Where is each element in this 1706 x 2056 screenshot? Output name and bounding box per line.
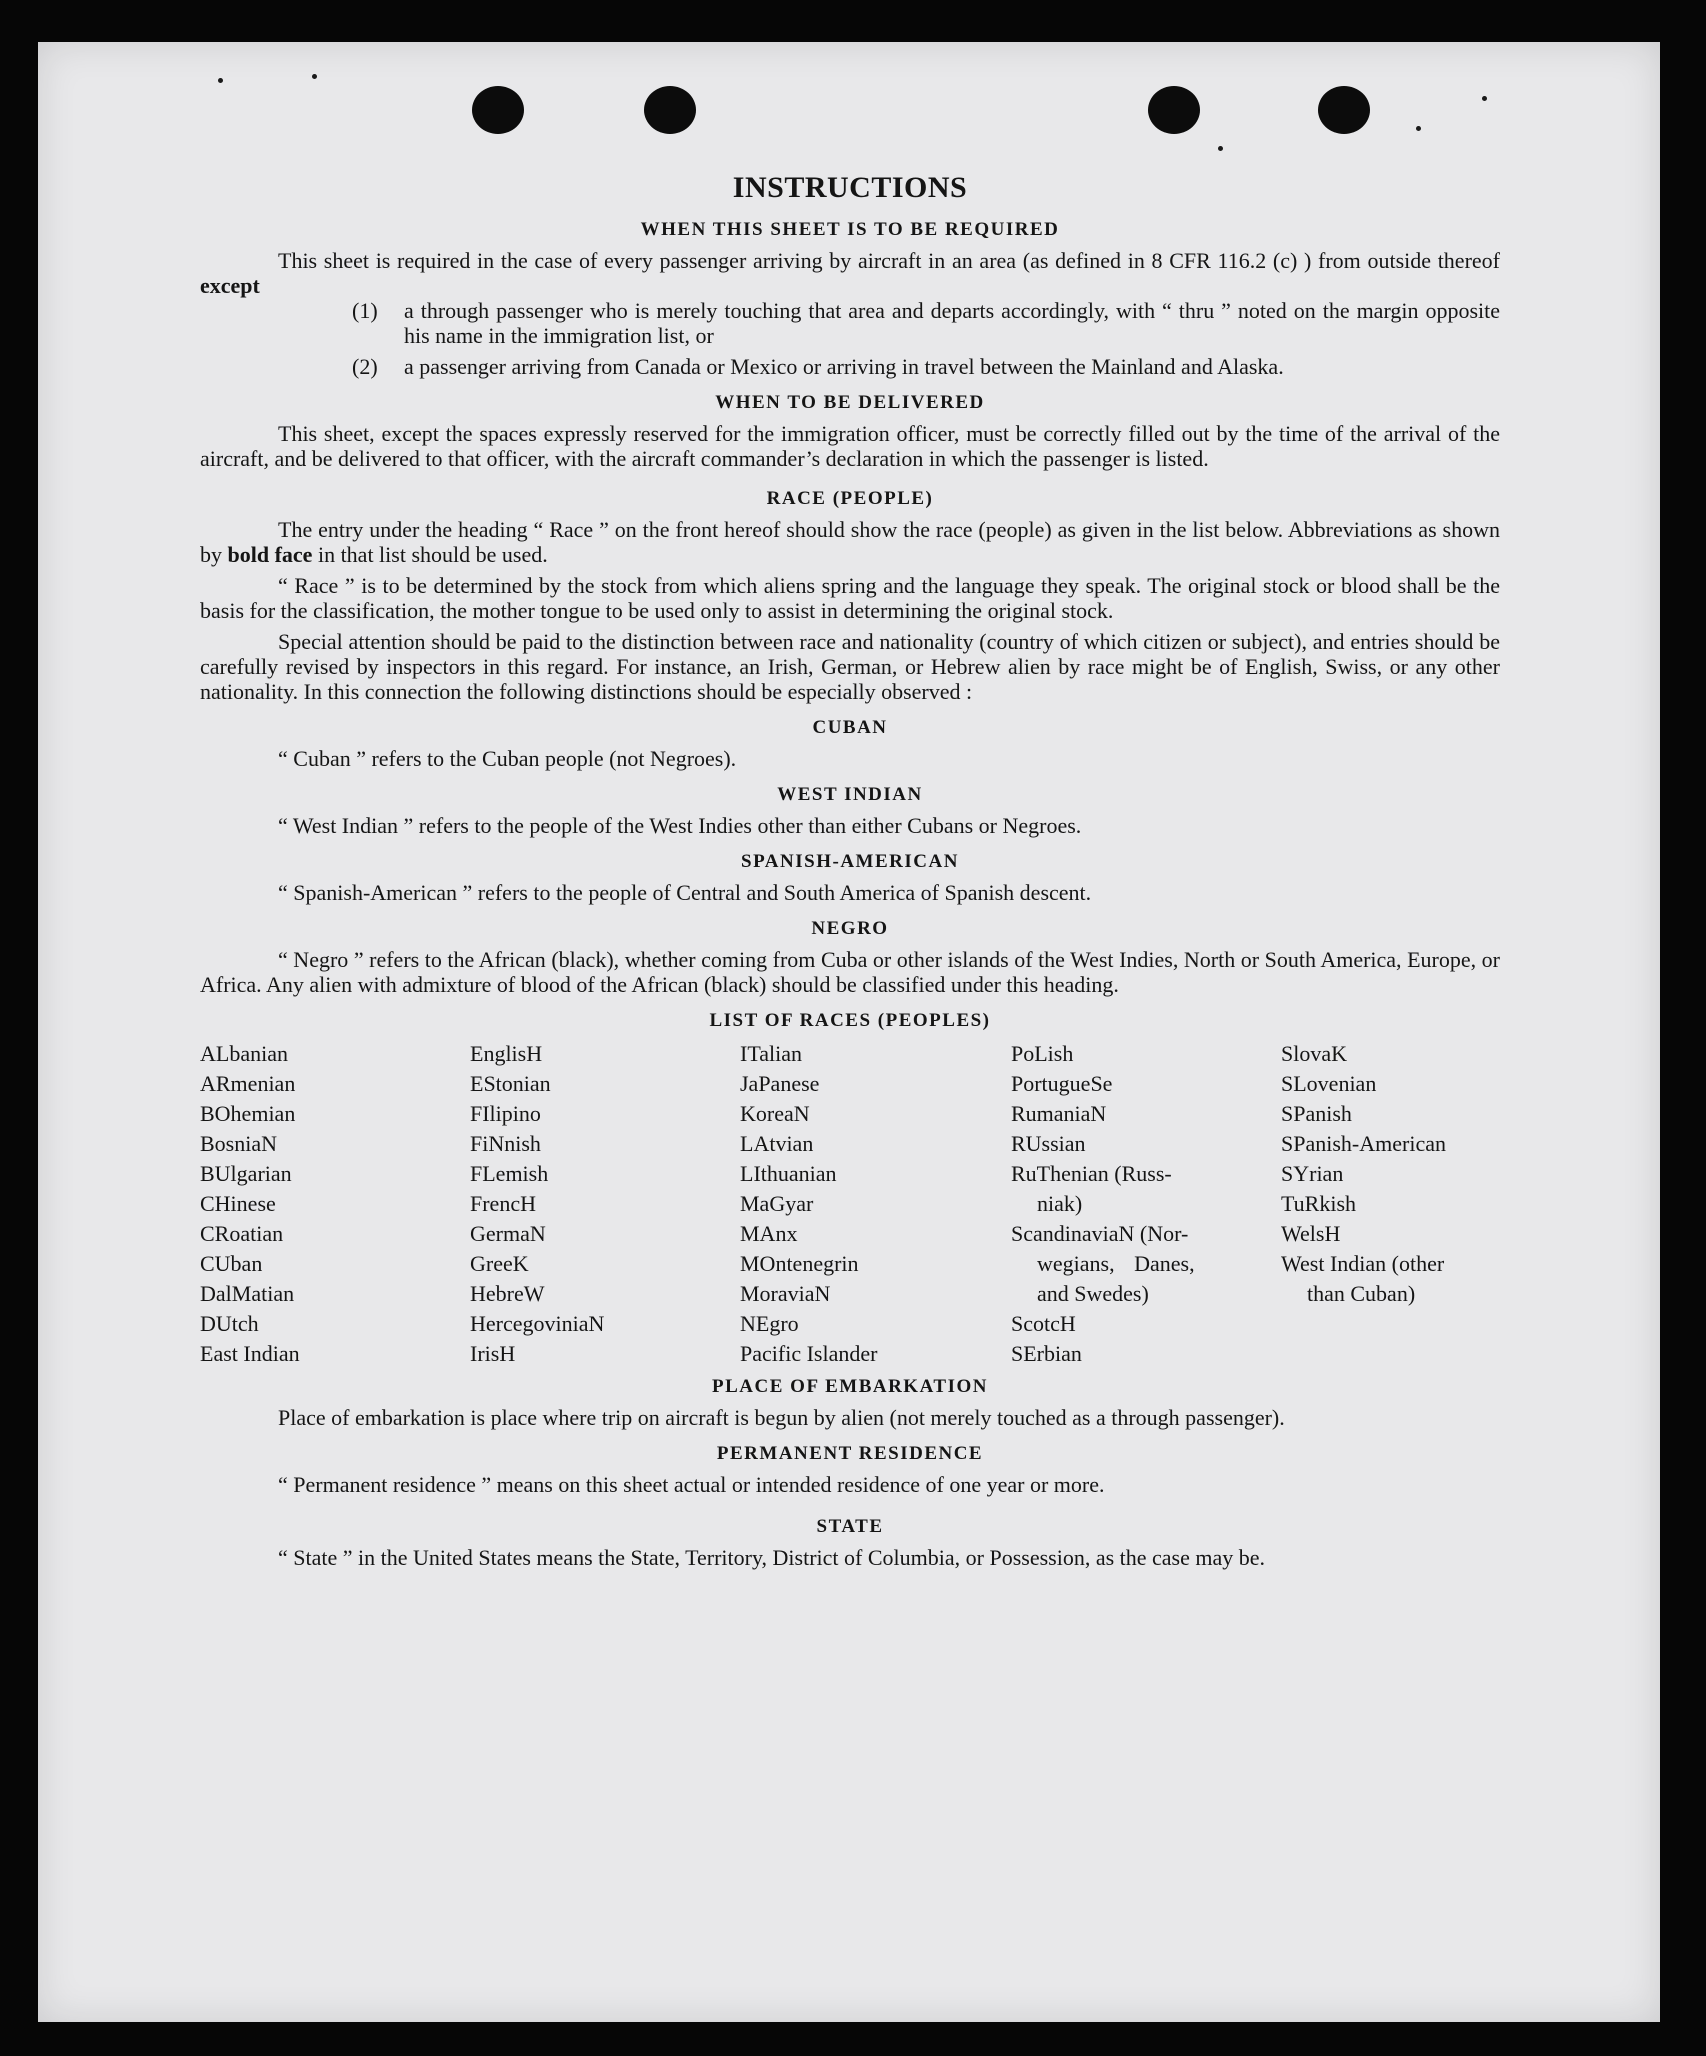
race-entry: FLemish [470, 1161, 549, 1186]
page-title: INSTRUCTIONS [732, 171, 968, 204]
punch-hole [1148, 86, 1200, 134]
race-entry: HebreW [470, 1281, 545, 1306]
race-entry: FrencH [470, 1191, 536, 1216]
race-entry: CUban [200, 1251, 263, 1276]
races-column [200, 1039, 470, 1369]
race-entry: NEgro [740, 1311, 799, 1336]
race-entry: SPanish [1281, 1101, 1352, 1126]
races-column [470, 1039, 740, 1369]
races-column [740, 1039, 1011, 1369]
race-entry: EStonian [470, 1071, 551, 1096]
race-entry: West Indian (other [1281, 1251, 1445, 1276]
race-entry: LAtvian [740, 1131, 814, 1156]
paragraph-west-indian: “ West Indian ” refers to the people of the West Indies other than either Cubans or Negroes. [278, 813, 1082, 838]
paragraph-embarkation: Place of embarkation is place where trip on aircraft is begun by alien (not merely touched as a through passenger). [278, 1405, 1285, 1430]
race-entry: FIlipino [470, 1101, 541, 1126]
heading-permanent-residence: PERMANENT RESIDENCE [716, 1443, 984, 1464]
heading-when-delivered: WHEN TO BE DELIVERED [715, 392, 985, 413]
text-bold-face-emphasis: bold face [227, 542, 313, 567]
race-entry: HercegoviniaN [470, 1311, 605, 1336]
race-entry: East Indian [200, 1341, 300, 1366]
race-entry: Pacific Islander [740, 1341, 878, 1366]
heading-negro: NEGRO [811, 918, 889, 939]
race-entry: PortugueSe [1011, 1071, 1113, 1096]
race-entry-continuation: niak) [1037, 1191, 1083, 1216]
heading-spanish-american: SPANISH-AMERICAN [741, 851, 959, 872]
race-entry: DalMatian [200, 1281, 295, 1306]
punch-hole [472, 86, 524, 134]
race-entry: ITalian [740, 1041, 802, 1066]
race-entry: MaGyar [740, 1191, 814, 1216]
race-entry: ScandinaviaN (Nor- [1011, 1221, 1189, 1246]
heading-west-indian: WEST INDIAN [777, 784, 923, 805]
race-entry: MoraviaN [740, 1281, 831, 1306]
race-entry: FiNnish [470, 1131, 541, 1156]
punch-hole [644, 86, 696, 134]
text-race-1b: in that list should be used. [317, 542, 548, 567]
race-entry: KoreaN [740, 1101, 810, 1126]
race-entry: EnglisH [470, 1041, 543, 1066]
race-entry: GermaN [470, 1221, 546, 1246]
race-entry: JaPanese [740, 1071, 820, 1096]
list-item-number: (2) [352, 354, 378, 379]
race-entry: CHinese [200, 1191, 276, 1216]
race-entry: WelsH [1281, 1221, 1341, 1246]
race-entry: RuThenian (Russ- [1011, 1161, 1172, 1186]
heading-cuban: CUBAN [812, 717, 888, 738]
speck [1482, 96, 1487, 101]
race-entry: TuRkish [1281, 1191, 1357, 1216]
race-entry-continuation: and Swedes) [1037, 1281, 1149, 1306]
text-except-emphasis: except [200, 273, 260, 298]
race-entry: ScotcH [1011, 1311, 1076, 1336]
race-entry: ARmenian [200, 1071, 296, 1096]
race-entry-continuation: than Cuban) [1307, 1281, 1416, 1306]
race-entry-continuation: wegians, Danes, [1037, 1251, 1195, 1276]
races-table [200, 1039, 1500, 1369]
races-column [1281, 1039, 1500, 1369]
text-race-1a: The entry under the heading “ Race ” on the front hereof should show the race (people) as given in the list below. Abbreviations as shown by [200, 517, 1500, 567]
paragraph-permanent-residence: “ Permanent residence ” means on this sheet actual or intended residence of one year or more. [278, 1472, 1105, 1497]
paragraph-when-delivered: This sheet, except the spaces expressly reserved for the immigration officer, must be correctly filled out by the time of the arrival of the aircraft, and be delivered to that officer, with the aircraft commander’s declaration in which the passenger is listed. [200, 421, 1500, 471]
race-entry: PoLish [1011, 1041, 1074, 1066]
list-item-text: a passenger arriving from Canada or Mexico or arriving in travel between the Mainland and Alaska. [404, 354, 1284, 379]
speck [218, 78, 223, 83]
list-item [352, 298, 1500, 348]
paragraph-when-required [200, 248, 1500, 298]
heading-state: STATE [816, 1516, 884, 1537]
race-entry: GreeK [470, 1251, 529, 1276]
instructions-content [200, 170, 1500, 1570]
race-entry: SLovenian [1281, 1071, 1377, 1096]
heading-list-of-races: LIST OF RACES (PEOPLES) [709, 1010, 991, 1031]
list-item-number: (1) [352, 298, 378, 323]
race-entry: MAnx [740, 1221, 798, 1246]
speck [1218, 146, 1223, 151]
paragraph-cuban: “ Cuban ” refers to the Cuban people (not Negroes). [278, 746, 737, 771]
race-entry: CRoatian [200, 1221, 284, 1246]
race-entry: IrisH [470, 1341, 516, 1366]
paragraph-race-3: Special attention should be paid to the distinction between race and nationality (country of which citizen or subject), and entries should be carefully revised by inspectors in this regard. For instance, an Irish, German, or Hebrew alien by race might be of English, Swiss, or any other nationality. In this connection the following distinctions should be especially observed : [200, 629, 1500, 704]
race-entry: BUlgarian [200, 1161, 292, 1186]
race-entry: LIthuanian [740, 1161, 837, 1186]
race-entry: BOhemian [200, 1101, 296, 1126]
paragraph-spanish-american: “ Spanish-American ” refers to the people of Central and South America of Spanish descent. [278, 880, 1092, 905]
paragraph-negro: “ Negro ” refers to the African (black), whether coming from Cuba or other islands of the West Indies, North or South America, Europe, or Africa. Any alien with admixture of blood of the African (black) should be classified under this heading. [200, 947, 1500, 997]
race-entry: DUtch [200, 1311, 259, 1336]
race-entry: SlovaK [1281, 1041, 1347, 1066]
heading-when-required: WHEN THIS SHEET IS TO BE REQUIRED [640, 219, 1060, 240]
speck [1416, 126, 1421, 131]
race-entry: RumaniaN [1011, 1101, 1107, 1126]
race-entry: SErbian [1011, 1341, 1082, 1366]
race-entry: SPanish-American [1281, 1131, 1446, 1156]
races-column [1011, 1039, 1281, 1369]
paragraph-race-1 [200, 517, 1500, 567]
list-item [352, 354, 1500, 379]
race-entry: RUssian [1011, 1131, 1086, 1156]
list-item-text: a through passenger who is merely touching that area and departs accordingly, with “ thru ” noted on the margin opposite his name in the immigration list, or [404, 298, 1500, 348]
race-entry: SYrian [1281, 1161, 1344, 1186]
race-entry: MOntenegrin [740, 1251, 859, 1276]
race-entry: BosniaN [200, 1131, 277, 1156]
paragraph-state: “ State ” in the United States means the State, Territory, District of Columbia, or Possession, as the case may be. [278, 1545, 1266, 1570]
speck [312, 74, 317, 79]
heading-race: RACE (PEOPLE) [766, 488, 934, 509]
punch-hole [1318, 86, 1370, 134]
heading-embarkation: PLACE OF EMBARKATION [712, 1376, 988, 1397]
race-entry: ALbanian [200, 1041, 288, 1066]
text-when-required-intro: This sheet is required in the case of every passenger arriving by aircraft in an area (as defined in 8 CFR 116.2 (c) ) from outside thereof [278, 248, 1500, 273]
paragraph-race-2: “ Race ” is to be determined by the stock from which aliens spring and the language they speak. The original stock or blood shall be the basis for the classification, the mother tongue to be used only to assist in determining the original stock. [200, 573, 1500, 623]
